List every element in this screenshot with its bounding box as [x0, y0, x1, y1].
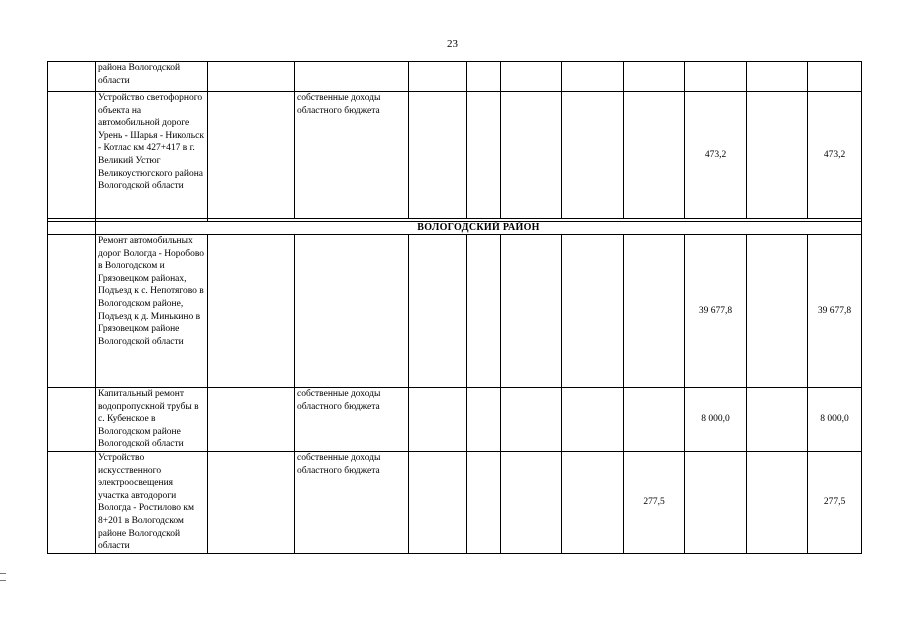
- funding-source-cell: собственные доходы областного бюджета: [295, 452, 409, 554]
- funding-source-cell: собственные доходы областного бюджета: [295, 92, 409, 219]
- value-cell: [409, 235, 467, 388]
- value-cell: [562, 235, 624, 388]
- row-number-cell: [48, 235, 96, 388]
- row-number-cell: [48, 452, 96, 554]
- value-cell: [467, 62, 501, 92]
- value-cell: [562, 388, 624, 452]
- value-cell: [409, 62, 467, 92]
- value-cell: [409, 92, 467, 219]
- funding-source-cell: [295, 62, 409, 92]
- value-cell: [562, 62, 624, 92]
- table-row: [48, 388, 862, 452]
- page-number: 23: [447, 38, 458, 50]
- value-cell: [501, 235, 562, 388]
- table-row: [48, 92, 862, 219]
- value-cell: 39 677,8: [685, 235, 747, 388]
- row-number-cell: [48, 62, 96, 92]
- value-cell: [685, 452, 747, 554]
- value-cell: 8 000,0: [685, 388, 747, 452]
- section-title: ВОЛОГОДСКИЙ РАЙОН: [96, 222, 862, 235]
- value-cell: 473,2: [685, 92, 747, 219]
- funding-source-cell: собственные доходы областного бюджета: [295, 388, 409, 452]
- empty-cell: [208, 92, 295, 219]
- value-cell: [808, 62, 862, 92]
- value-cell: [624, 388, 685, 452]
- value-cell: [501, 388, 562, 452]
- value-cell: [624, 62, 685, 92]
- value-cell: 39 677,8: [808, 235, 862, 388]
- value-cell: [747, 235, 808, 388]
- value-cell: [747, 62, 808, 92]
- value-cell: [747, 92, 808, 219]
- value-cell: [467, 388, 501, 452]
- value-cell: 277,5: [808, 452, 862, 554]
- table-row: [48, 235, 862, 388]
- budget-table: [47, 61, 862, 554]
- table-row: [48, 62, 862, 92]
- value-cell: [685, 62, 747, 92]
- funding-source-cell: [295, 235, 409, 388]
- value-cell: [624, 235, 685, 388]
- object-name-cell: Капитальный ремонт водопропускной трубы в с. Кубенское в Вологодском районе Вологодской области: [96, 388, 208, 452]
- value-cell: [409, 452, 467, 554]
- table-row: [48, 452, 862, 554]
- value-cell: [501, 452, 562, 554]
- empty-cell: [208, 62, 295, 92]
- row-number-cell: [48, 92, 96, 219]
- empty-cell: [208, 235, 295, 388]
- value-cell: [624, 92, 685, 219]
- scan-edge-mark: [0, 573, 6, 581]
- empty-cell: [208, 452, 295, 554]
- value-cell: 277,5: [624, 452, 685, 554]
- value-cell: [747, 388, 808, 452]
- value-cell: 8 000,0: [808, 388, 862, 452]
- value-cell: [409, 388, 467, 452]
- value-cell: [467, 235, 501, 388]
- value-cell: 473,2: [808, 92, 862, 219]
- object-name-cell: Устройство светофорного объекта на автомобильной дороге Урень - Шарья - Никольск - Котлас км 427+417 в г. Великий Устюг Великоустюгского района Вологодской области: [96, 92, 208, 219]
- value-cell: [467, 452, 501, 554]
- value-cell: [562, 92, 624, 219]
- row-number-cell: [48, 388, 96, 452]
- object-name-cell: Устройство искусственного электроосвещения участка автодороги Вологда - Ростилово км 8+201 в Вологодском районе Вологодской области: [96, 452, 208, 554]
- section-row: [48, 222, 862, 235]
- value-cell: [501, 62, 562, 92]
- empty-cell: [208, 388, 295, 452]
- value-cell: [501, 92, 562, 219]
- value-cell: [467, 92, 501, 219]
- object-name-cell: района Вологодской области: [96, 62, 208, 92]
- object-name-cell: Ремонт автомобильных дорог Вологда - Норобово в Вологодском и Грязовецком районах, Подъезд к с. Непотягово в Вологодском районе, Подъезд к д. Минькино в Грязовецком районе Вологодской области: [96, 235, 208, 388]
- value-cell: [747, 452, 808, 554]
- value-cell: [562, 452, 624, 554]
